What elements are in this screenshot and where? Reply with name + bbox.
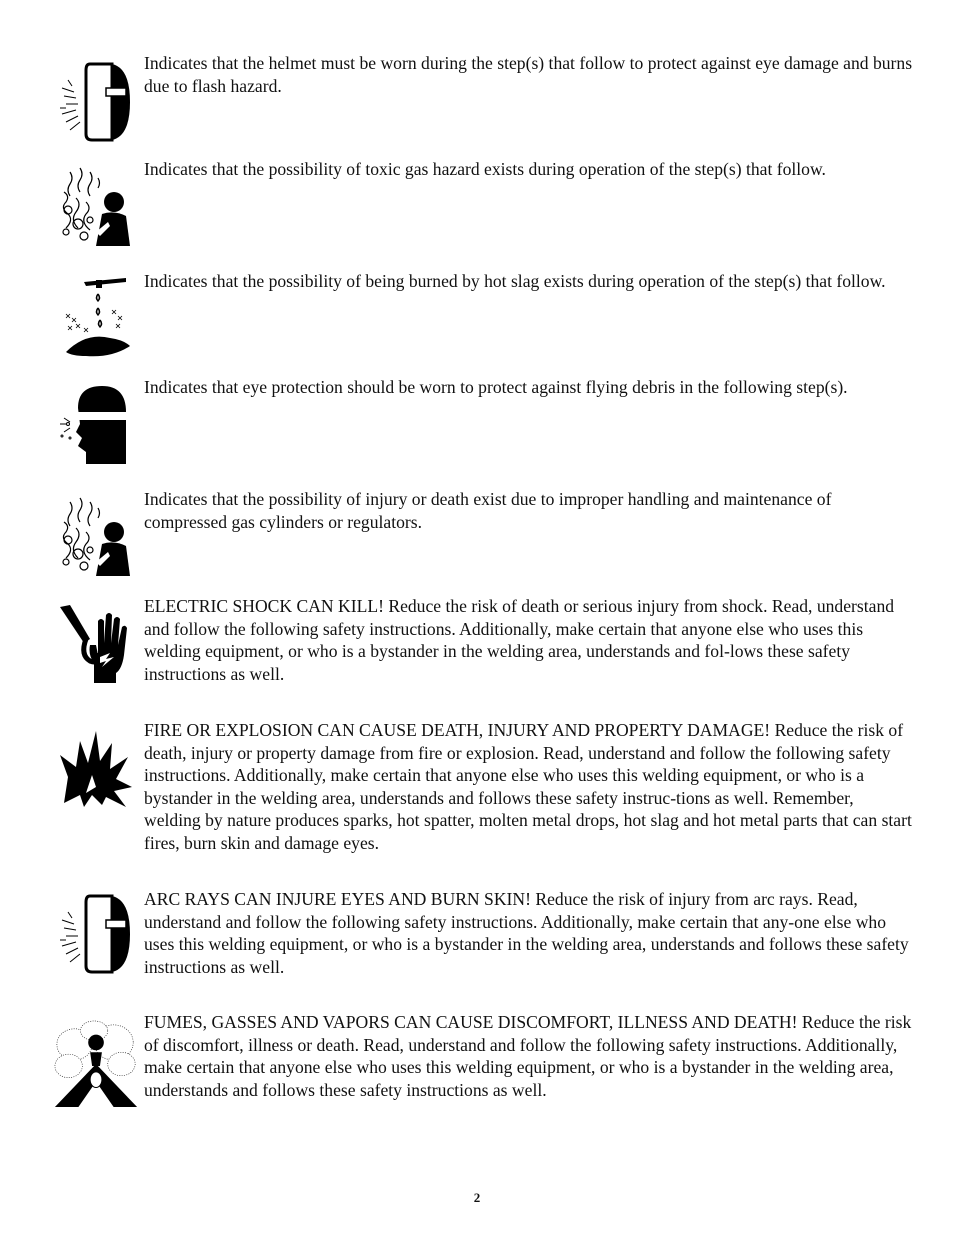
safety-entry-text: Indicates that the possibility of being burned by hot slag exists during operation of the step(s) that follow. [144,271,886,291]
safety-entry-text: FUMES, GASSES AND VAPORS CAN CAUSE DISCOMFORT, ILLNESS AND DEATH! Reduce the risk of discomfort, illness or death. Read, understand and follow the following safety instructions. Additionally, make certain that anyone else who uses this welding equipment, or who is a bystander in the welding area, understands and follows these safety instructions as well. [144,1012,912,1100]
welding-helmet-icon [56,58,136,148]
safety-entry-text: Indicates that the helmet must be worn during the step(s) that follow to protect against eye damage and burns due to flash hazard. [144,53,913,96]
hot-slag-icon [56,274,136,364]
eye-protection-icon [56,380,136,470]
electric-shock-icon [56,599,136,689]
safety-entry-text: ARC RAYS CAN INJURE EYES AND BURN SKIN! Reduce the risk of injury from arc rays. Read, understand and follow the following safety instructions. Additionally, make certain that any-one else who uses this welding equipment, or who is a bystander in the welding area, understands and follows these safety instructions as well. [144,889,909,977]
safety-entry-text: ELECTRIC SHOCK CAN KILL! Reduce the risk of death or serious injury from shock. Read, understand and follow the following safety instructions. Additionally, make certain that anyone else who uses this welding equipment, or who is a bystander in the welding area, understands and fol-lows these safety instructions as well. [144,596,895,684]
toxic-gas-icon [56,162,136,252]
explosion-icon [56,727,136,817]
safety-entry-text: Indicates that eye protection should be worn to protect against flying debris in the following step(s). [144,377,848,397]
safety-entry-text: FIRE OR EXPLOSION CAN CAUSE DEATH, INJURY AND PROPERTY DAMAGE! Reduce the risk of death, injury or property damage from fire or explosion. Read, understand and follow the following safety instructions. Additionally, make certain that anyone else who uses this welding equipment, or who is a bystander in the welding area, understands and follows these safety instruc-tions as well. Remember, welding by nature produces sparks, hot spatter, molten metal drops, hot slag and hot metal parts that can start fires, burn skin and damage eyes. [144,720,912,853]
gas-cylinder-hazard-icon [56,492,136,582]
page-number: 2 [473,1190,481,1205]
arc-rays-helmet-icon [56,890,136,980]
safety-entry-text: Indicates that the possibility of injury or death exist due to improper handling and maintenance of compressed gas cylinders or regulators. [144,489,832,532]
safety-entry-text: Indicates that the possibility of toxic gas hazard exists during operation of the step(s) that follow. [144,159,826,179]
fumes-person-icon [56,1019,136,1109]
